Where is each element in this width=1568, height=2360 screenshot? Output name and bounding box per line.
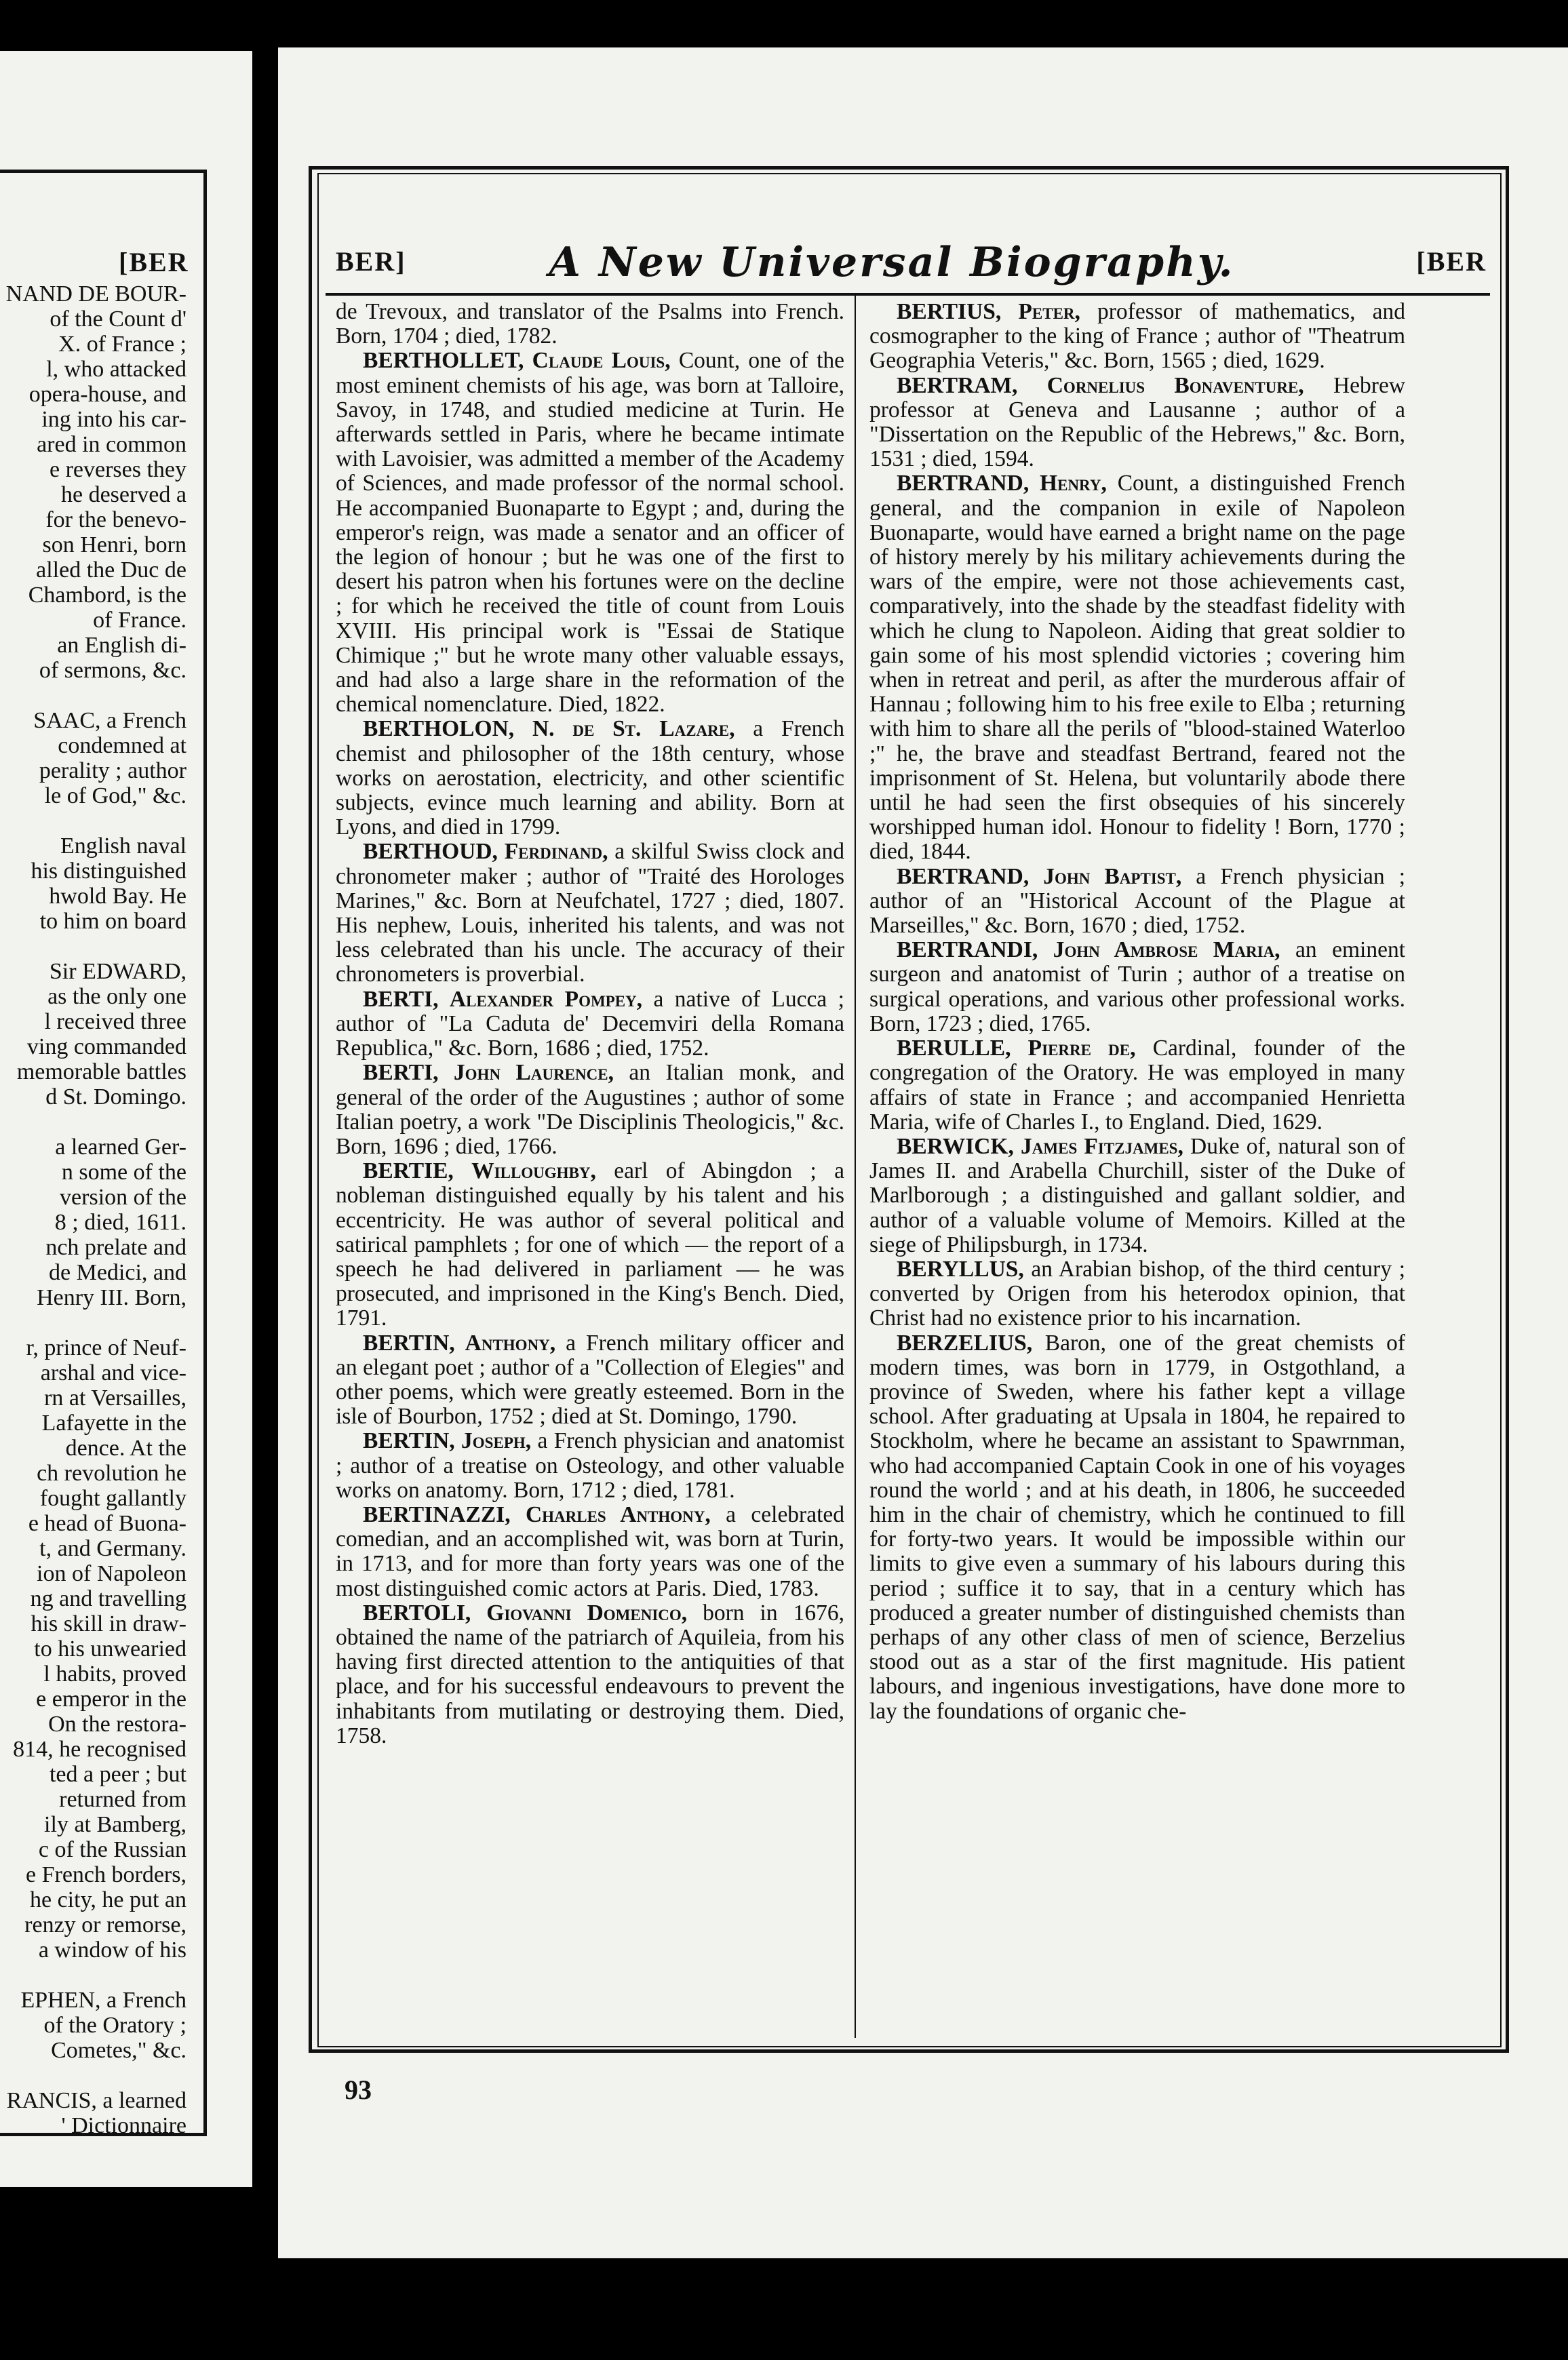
- entry-surname: BERTIN,: [363, 1330, 455, 1356]
- entry-given-names: John Ambrose Maria,: [1053, 937, 1280, 963]
- entry-text: a French chemist and philosopher of the 18th century, whose works on aerostation, electricity, and other scientific subjects, evince much learning and ability. Born at Lyons, and died in 1799.: [336, 716, 844, 840]
- entry-given-names: Giovanni Domenico,: [486, 1600, 688, 1626]
- fragment-line: as the only one: [47, 984, 187, 1009]
- page-number: 93: [345, 2074, 372, 2105]
- fragment-line: ily at Bamberg,: [44, 1812, 187, 1837]
- fragment-line: a window of his: [38, 1938, 187, 1963]
- entry-given-names: N. de St. Lazare,: [532, 716, 735, 742]
- fragment-line: for the benevo-: [45, 507, 187, 532]
- header-rule: [326, 293, 1490, 296]
- fragment-line: condemned at: [58, 733, 187, 758]
- fragment-line: SAAC, a French: [33, 708, 187, 733]
- fragment-line: ' Dictionnaire: [61, 2113, 187, 2138]
- entry-surname: BERTINAZZI,: [363, 1501, 511, 1527]
- biography-entry: [869, 1036, 1405, 1135]
- biography-entry: [869, 938, 1405, 1036]
- left-page-fragment: [0, 51, 252, 2187]
- fragment-line: n some of the: [61, 1160, 187, 1185]
- fragment-line: NAND DE BOUR-: [5, 281, 187, 307]
- fragment-line: opera-house, and: [28, 382, 187, 407]
- biography-entry: [336, 300, 844, 349]
- fragment-line: Sir EDWARD,: [49, 959, 187, 984]
- fragment-line: ving commanded: [26, 1034, 187, 1059]
- biography-entry: [336, 1429, 844, 1503]
- entry-text: born in 1676, obtained the name of the patriarch of Aquileia, from his having first directed attention to the antiquities of that place, and for his successful endeavours to prevent the inhabitants from mutilating or destroying them. Died, 1758.: [336, 1600, 844, 1748]
- left-page-text-column: [0, 281, 187, 2140]
- entry-surname: BERZELIUS,: [897, 1330, 1033, 1356]
- entry-given-names: John Laurence,: [453, 1060, 614, 1086]
- entry-given-names: Charles Anthony,: [525, 1501, 711, 1527]
- fragment-line: [0, 1310, 187, 1335]
- entry-given-names: James Fitzjames,: [1021, 1133, 1183, 1159]
- fragment-line: to his unwearied: [34, 1636, 187, 1661]
- biography-entry: [869, 471, 1405, 864]
- fragment-line: perality ; author: [39, 758, 187, 783]
- entry-given-names: Claude Louis,: [532, 348, 671, 374]
- fragment-line: e emperor in the: [36, 1687, 187, 1712]
- fragment-line: c of the Russian: [38, 1837, 187, 1862]
- fragment-line: hwold Bay. He: [49, 884, 187, 909]
- fragment-line: alled the Duc de: [36, 557, 187, 583]
- fragment-line: [0, 1963, 187, 1988]
- entry-given-names: Henry,: [1040, 471, 1107, 496]
- fragment-line: [0, 808, 187, 833]
- biography-entry: [336, 1331, 844, 1430]
- fragment-line: rn at Versailles,: [44, 1385, 187, 1411]
- fragment-line: [0, 1109, 187, 1135]
- fragment-line: he city, he put an: [30, 1887, 187, 1912]
- fragment-line: l habits, proved: [43, 1661, 187, 1687]
- entry-surname: BERTRANDI,: [897, 937, 1038, 963]
- entry-text: earl of Abingdon ; a nobleman distinguished equally by his talent and his eccentricity. He was author of several political and satirical pamphlets ; for one of which — the report of a speech he had delivered in parliament — he was prosecuted, and imprisoned in the King's Bench. Died, 1791.: [336, 1158, 844, 1331]
- text-column-left: [336, 300, 844, 2043]
- entry-given-names: Joseph,: [461, 1428, 532, 1454]
- running-head-title: A New Universal Biography.: [549, 239, 1235, 286]
- fragment-line: Henry III. Born,: [37, 1285, 187, 1310]
- entry-text: Count, a distinguished French general, and the companion in exile of Napoleon Buonaparte, would have earned a bright name on the page of history merely by his military achievements during the wars of the empire, were not those achievements cast, comparatively, into the shade by the steadfast fidelity with which he clung to Napoleon. Aiding that great soldier to gain some of his most splendid victories ; covering him when in retreat and peril, as after the murderous affair of Hannau ; following him to his free exile to Elba ; returning with him to share all the perils of "blood-stained Waterloo ;" he, the brave and steadfast Bertrand, feared not the imprisonment of St. Helena, but voluntarily abode there until he had seen the first obsequies of his sincerely worshipped human idol. Honour to fidelity ! Born, 1770 ; died, 1844.: [869, 471, 1405, 865]
- fragment-line: renzy or remorse,: [24, 1912, 187, 1938]
- biography-entry: [869, 865, 1405, 939]
- entry-surname: BERTHOUD,: [363, 839, 498, 865]
- entry-given-names: Willoughby,: [471, 1158, 596, 1184]
- biography-entry: [336, 349, 844, 717]
- fragment-line: arshal and vice-: [40, 1360, 187, 1385]
- biography-entry: [336, 1601, 844, 1748]
- biography-entry: [336, 1503, 844, 1601]
- fragment-line: [0, 683, 187, 708]
- entry-surname: BERTI,: [363, 1060, 439, 1086]
- fragment-line: RANCIS, a learned: [6, 2088, 187, 2113]
- fragment-line: Cometes," &c.: [51, 2038, 187, 2063]
- left-page-header-tag: [BER: [119, 247, 189, 277]
- entry-surname: BERTIN,: [363, 1428, 455, 1454]
- entry-surname: BERWICK,: [897, 1133, 1014, 1159]
- entry-text: de Trevoux, and translator of the Psalms into French. Born, 1704 ; died, 1782.: [336, 300, 844, 349]
- fragment-line: nch prelate and: [45, 1235, 187, 1260]
- fragment-line: e head of Buona-: [28, 1511, 187, 1536]
- fragment-line: to him on board: [39, 909, 187, 934]
- entry-surname: BERULLE,: [897, 1036, 1011, 1061]
- fragment-line: of the Count d': [50, 307, 187, 332]
- entry-text: a French military officer and an elegant poet ; author of a "Collection of Elegies" and other poems, which were greatly esteemed. Born in the isle of Bourbon, 1752 ; died at St. Domingo, 1790.: [336, 1330, 844, 1430]
- entry-text: a native of Lucca ; author of "La Caduta de' Decemviri della Romana Republica," &c. Born, 1686 ; died, 1752.: [336, 986, 844, 1061]
- entry-text: Count, one of the most eminent chemists of his age, was born at Talloire, Savoy, in 1748, and studied medicine at Turin. He afterwards settled in Paris, where he became intimate with Lavoisier, was admitted a member of the Academy of Sciences, and made professor of the normal school. He accompanied Buonaparte to Egypt ; and, during the emperor's reign, was made a senator and an officer of the legion of honour ; but he was one of the first to desert his patron when his fortunes were on the decline ; for which he received the title of count from Louis XVIII. His principal work is "Essai de Statique Chimique ;" but he wrote many other valuable essays, and had also a large share in the reformation of the chemical nomenclature. Died, 1822.: [336, 348, 844, 717]
- fragment-line: fought gallantly: [39, 1486, 187, 1511]
- fragment-line: [0, 934, 187, 959]
- right-page: [278, 47, 1568, 2258]
- fragment-line: of sermons, &c.: [39, 658, 187, 683]
- fragment-line: r, prince of Neuf-: [26, 1335, 187, 1360]
- fragment-line: an English di-: [57, 633, 187, 658]
- biography-entry: [869, 1257, 1405, 1331]
- entry-text: Cardinal, founder of the congregation of the Oratory. He was employed in many affairs of state in France ; and accompanied Henrietta Maria, wife of Charles I., to England. Died, 1629.: [869, 1036, 1405, 1135]
- entry-surname: BERTRAM,: [897, 372, 1018, 398]
- fragment-line: 814, he recognised: [13, 1737, 187, 1762]
- fragment-line: returned from: [59, 1787, 187, 1812]
- fragment-line: Lafayette in the: [41, 1411, 187, 1436]
- fragment-line: le of God," &c.: [44, 783, 187, 808]
- fragment-line: ared in common: [37, 432, 187, 457]
- fragment-line: [0, 2063, 187, 2088]
- entry-surname: BERTRAND,: [897, 471, 1030, 496]
- biography-entry: [336, 1061, 844, 1159]
- fragment-line: of the Oratory ;: [43, 2013, 187, 2038]
- fragment-line: son Henri, born: [42, 532, 187, 557]
- fragment-line: e reverses they: [49, 457, 187, 482]
- biography-entry: [869, 1331, 1405, 1724]
- entry-given-names: John Baptist,: [1043, 863, 1182, 889]
- biography-entry: [869, 374, 1405, 472]
- biography-entry: [336, 717, 844, 840]
- entry-given-names: Pierre de,: [1027, 1036, 1136, 1061]
- entry-surname: BERTRAND,: [897, 863, 1030, 889]
- entry-text: Duke of, natural son of James II. and Arabella Churchill, sister of the Duke of Marlborough ; a distinguished and gallant soldier, and author of a valuable volume of Memoirs. Killed at the siege of Philipsburgh, in 1734.: [869, 1133, 1405, 1257]
- fragment-line: his distinguished: [31, 859, 187, 884]
- fragment-line: EPHEN, a French: [20, 1988, 187, 2013]
- fragment-line: a learned Ger-: [55, 1135, 187, 1160]
- fragment-line: On the restora-: [48, 1712, 187, 1737]
- entry-text: an Italian monk, and general of the order of the Augustines ; author of some Italian poetry, a work "De Disciplinis Theologicis," &c. Born, 1696 ; died, 1766.: [336, 1060, 844, 1159]
- fragment-line: he deserved a: [60, 482, 187, 507]
- entry-surname: BERTI,: [363, 986, 439, 1012]
- fragment-line: ing into his car-: [41, 407, 187, 432]
- entry-surname: BERTHOLLET,: [363, 348, 524, 374]
- biography-entry: [336, 1159, 844, 1331]
- entry-given-names: Anthony,: [465, 1330, 556, 1356]
- entry-text: a French physician and anatomist ; author of a treatise on Osteology, and other valuable works on anatomy. Born, 1712 ; died, 1781.: [336, 1428, 844, 1503]
- entry-text: an Arabian bishop, of the third century ; converted by Origen from his heterodox opinion, that Christ had no existence prior to his incarnation.: [869, 1256, 1405, 1331]
- fragment-line: l, who attacked: [46, 357, 187, 382]
- column-divider: [855, 295, 856, 2038]
- fragment-line: ion of Napoleon: [37, 1561, 187, 1586]
- fragment-line: X. of France ;: [58, 332, 187, 357]
- fragment-line: d St. Domingo.: [45, 1084, 187, 1109]
- fragment-line: dence. At the: [65, 1436, 187, 1461]
- fragment-line: t, and Germany.: [39, 1536, 187, 1561]
- fragment-line: de Medici, and: [49, 1260, 187, 1285]
- entry-surname: BERTOLI,: [363, 1600, 471, 1626]
- entry-surname: BERTIUS,: [897, 300, 1002, 324]
- fragment-line: memorable battles: [16, 1059, 187, 1084]
- entry-surname: BERTHOLON,: [363, 716, 515, 742]
- entry-given-names: Peter,: [1018, 300, 1080, 324]
- entry-text: Baron, one of the great chemists of modern times, was born in 1779, in Ostgothland, a province of Sweden, where his father kept a village school. After graduating at Upsala in 1804, he repaired to Stockholm, where he became an assistant to Spawrnman, who had accompanied Captain Cook in one of his voyages round the world ; and at his death, in 1806, he succeeded him in the chair of chemistry, which he continued to fill for forty-two years. It would be impossible within our limits to give even a summary of his labours during this period ; suffice it to say, that in a century which has produced a greater number of distinguished chemists than perhaps of any other class of men of science, Berzelius stood out as a star of the first magnitude. His patient labours, and ingenious investigations, have done more to lay the foundations of organic che-: [869, 1330, 1405, 1724]
- fragment-line: English naval: [60, 833, 187, 859]
- entry-surname: BERYLLUS,: [897, 1256, 1024, 1282]
- fragment-line: his skill in draw-: [31, 1611, 187, 1636]
- fragment-line: ted a peer ; but: [49, 1762, 187, 1787]
- fragment-line: ng and travelling: [30, 1586, 187, 1611]
- fragment-line: version of the: [60, 1185, 187, 1210]
- biography-entry: [869, 300, 1405, 374]
- entry-given-names: Cornelius Bonaventure,: [1046, 372, 1304, 398]
- entry-text: professor of mathematics, and cosmographer to the king of France ; author of "Theatrum Geographia Veteris," &c. Born, 1565 ; died, 1629.: [869, 300, 1405, 374]
- biography-entry: [336, 987, 844, 1061]
- entry-text: a celebrated comedian, and an accomplished wit, was born at Turin, in 1713, and for more than forty years was one of the most distinguished comic actors at Paris. Died, 1783.: [336, 1501, 844, 1601]
- entry-text: a French physician ; author of an "Historical Account of the Plague at Marseilles," &c. Born, 1670 ; died, 1752.: [869, 863, 1405, 939]
- entry-text: Hebrew professor at Geneva and Lausanne ; author of a "Dissertation on the Republic of the Hebrews," &c. Born, 1531 ; died, 1594.: [869, 372, 1405, 472]
- entry-text: a skilful Swiss clock and chronometer maker ; author of "Traité des Horologes Marines," &c. Born at Neufchatel, 1727 ; died, 1807. His nephew, Louis, inherited his talents, and was not less celebrated than his uncle. The accuracy of their chronometers is proverbial.: [336, 839, 844, 987]
- fragment-line: l received three: [44, 1009, 187, 1034]
- entry-text: an eminent surgeon and anatomist of Turin ; author of a treatise on surgical operations, and various other professional works. Born, 1723 ; died, 1765.: [869, 937, 1405, 1036]
- text-column-right: [869, 300, 1405, 2043]
- fragment-line: e French borders,: [26, 1862, 187, 1887]
- entry-surname: BERTIE,: [363, 1158, 454, 1184]
- biography-entry: [336, 840, 844, 987]
- entry-given-names: Ferdinand,: [504, 839, 608, 865]
- running-head-left-tag: BER]: [336, 246, 406, 277]
- fragment-line: Chambord, is the: [28, 583, 187, 608]
- running-head-right-tag: [BER: [1416, 246, 1487, 277]
- fragment-line: 8 ; died, 1611.: [54, 1210, 187, 1235]
- fragment-line: ch revolution he: [37, 1461, 187, 1486]
- entry-given-names: Alexander Pompey,: [449, 986, 643, 1012]
- fragment-line: of France.: [93, 608, 187, 633]
- biography-entry: [869, 1135, 1405, 1257]
